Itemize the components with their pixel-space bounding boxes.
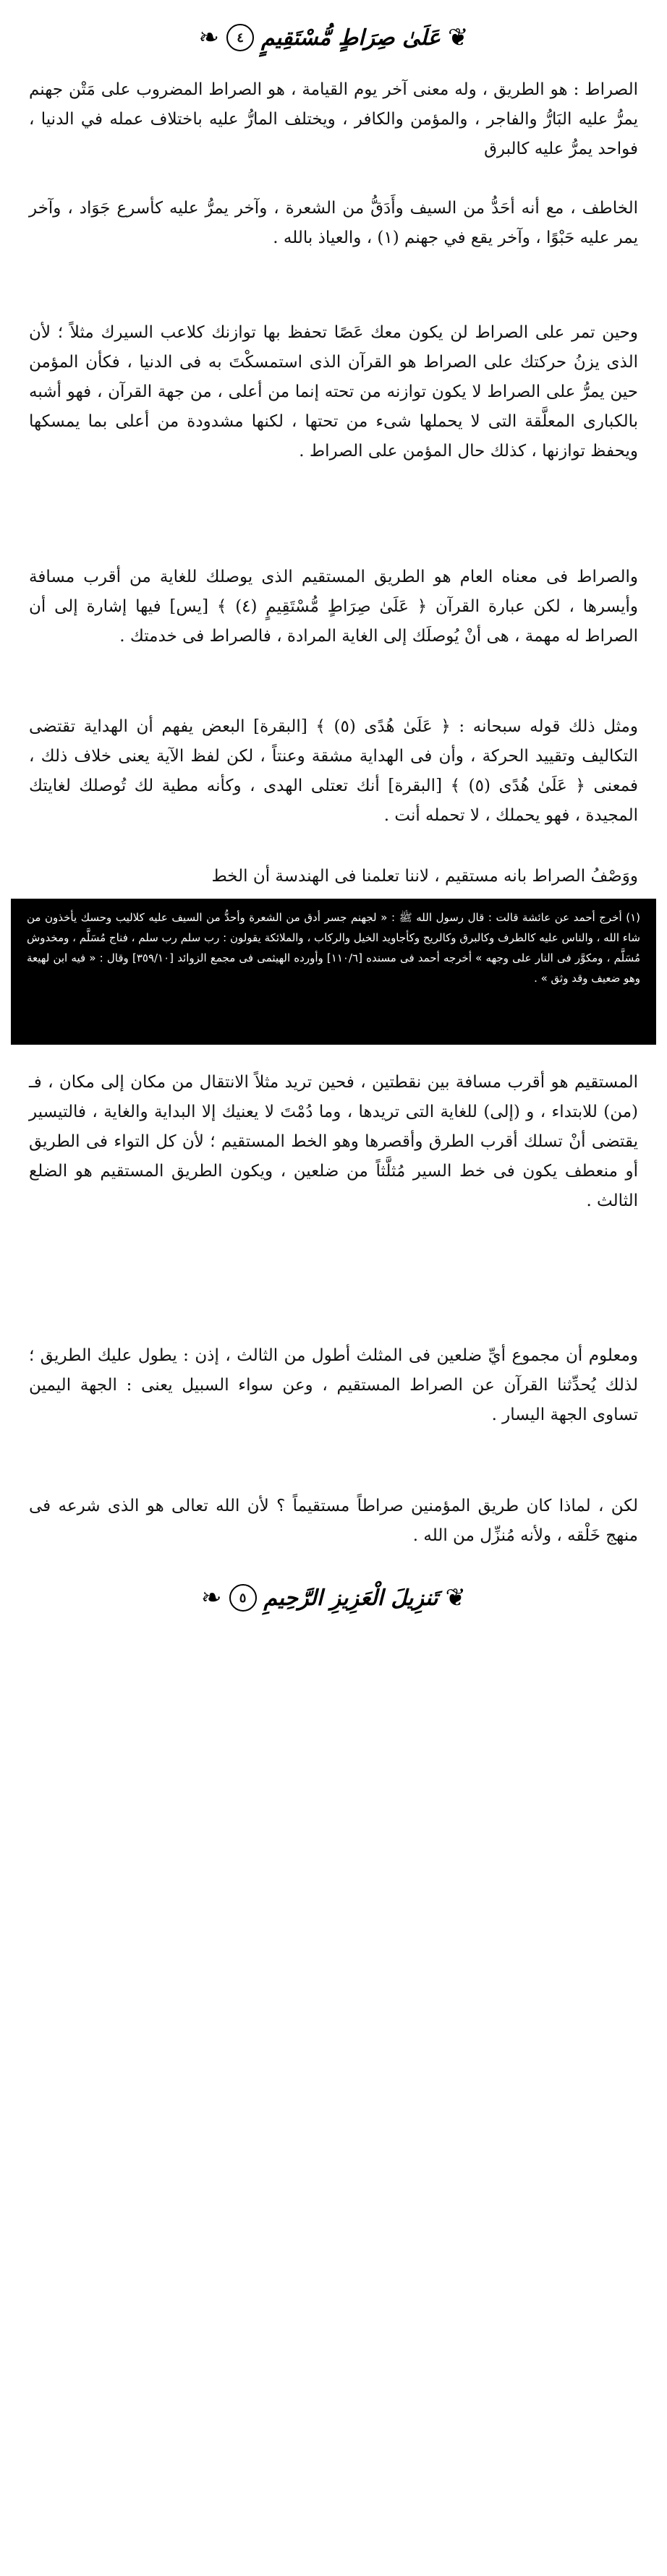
verse-header — [0, 9, 667, 67]
footnote: (١) أخرج أحمد عن عائشة قالت : قال رسول الله ﷺ : « لجهنم جسر أدق من الشعرة وأحدُّ من السيف عليه كلاليب وحسك يأخذون من شاء الله ، والناس عليه كالطرف وكالبرق وكالريح وكأجاويد الخيل والركاب ، والملائكة يقولون : رب سلم رب سلم ، فناج مُسَلَّم ، ومخدوش مُسَلَّم ، ومكوَّر فى النار على وجهه » أخرجه أحمد فى مسنده [١١٠/٦] وأورده الهيثمى فى مجمع الزوائد [٣٥٩/١٠] وقال : « فيه ابن لهيعة وهو ضعيف وقد وثق » . — [11, 899, 656, 1045]
footer-number: ٥ — [229, 1584, 257, 1612]
paragraph-3: وحين تمر على الصراط لن يكون معك عَصًا تحفظ بها توازنك كلاعب السيرك مثلاً ؛ لأن الذى يزنُ حركتك على الصراط هو القرآن الذى استمسكْتَ به فى الدنيا ، فكأن المؤمن حين يمرُّ على الصراط لا يكون توازنه من تحته إنما من أعلى ، من جهة القرآن ، فهو أشبه بالكبارى المعلَّقة التى لا يحملها شىء من تحتها ، لكنها مشدودة من أعلى بما يمسكها ويحفظ توازنها ، كذلك حال المؤمن على الصراط . — [29, 323, 638, 461]
footer-ornament — [201, 1584, 466, 1612]
verse-footer — [0, 1569, 667, 1627]
flourish-left-icon: ❧ — [198, 23, 220, 52]
paragraph-1: الصراط : هو الطريق ، وله معنى آخر يوم القيامة ، هو الصراط المضروب على مَتْن جهنم يمرُّ عليه البَارُّ والفاجر ، والمؤمن والكافر ، ويختلف المارُّ عليه باختلاف عمله في الدنيا ، فواحد يمرُّ عليه كالبرق — [29, 80, 638, 158]
paragraph-2: الخاطف ، مع أنه أحَدُّ من السيف وأَدَقُّ من الشعرة ، وآخر يمرُّ عليه كأسرع جَوَاد ، وآخر يمر عليه حَبْوًا ، وآخر يقع في جهنم (١) ، والعياذ بالله . — [29, 199, 638, 247]
verse-title: عَلَىٰ صِرَاطٍ مُّسْتَقِيمٍ — [261, 25, 441, 51]
flourish-left-icon: ❧ — [201, 1583, 222, 1612]
paragraph-4: والصراط فى معناه العام هو الطريق المستقيم الذى يوصلك للغاية من أقرب مسافة وأيسرها ، لكن عبارة القرآن ﴿ عَلَىٰ صِرَاطٍ مُّسْتَقِيمٍ (٤) ﴾ [يس] فيها إشارة إلى أن الصراط له مهمة ، هى أنْ يُوصلَك إلى الغاية المرادة ، فالصراط فى خدمتك . — [29, 568, 638, 646]
verse-number: ٤ — [226, 24, 254, 51]
paragraph-8: ومعلوم أن مجموع أيِّ ضلعين فى المثلث أطول من الثالث ، إذن : يطول عليك الطريق ؛ لذلك يُحدِّثنا القرآن عن الصراط المستقيم ، وعن سواء السبيل يعنى : الجهة اليمين تساوى الجهة اليسار . — [29, 1346, 638, 1424]
verse-ornament — [199, 24, 469, 51]
footer-title: تَنزِيلَ الْعَزِيزِ الرَّحِيمِ — [263, 1585, 438, 1611]
flourish-right-icon: ❦ — [445, 1583, 466, 1612]
paragraph-9: لكن ، لماذا كان طريق المؤمنين صراطاً مستقيماً ؟ لأن الله تعالى هو الذى شرعه فى منهج خَلْقه ، ولأنه مُنزِّل من الله . — [29, 1497, 638, 1545]
flourish-right-icon: ❦ — [447, 23, 469, 52]
paragraph-5: ومثل ذلك قوله سبحانه : ﴿ عَلَىٰ هُدًى (٥) ﴾ [البقرة] البعض يفهم أن الهداية تقتضى التكاليف وتقييد الحركة ، وأن فى الهداية مشقة وعنتاً ، لكن لفظ الآية يعنى خلاف ذلك ، فمعنى ﴿ عَلَىٰ هُدًى (٥) ﴾ [البقرة] أنك تعتلى الهدى ، وكأنه مطية لك تُوصلك لغايتك المجيدة ، فهو يحملك ، لا تحمله أنت . — [29, 717, 638, 825]
paragraph-6: ووَصْفُ الصراط بانه مستقيم ، لاننا تعلمنا فى الهندسة أن الخط — [211, 867, 638, 886]
paragraph-7: المستقيم هو أقرب مسافة بين نقطتين ، فحين تريد مثلاً الانتقال من مكان إلى مكان ، فـ (من) للابتداء ، و (إلى) للغاية التى تريدها ، وما دُمْتَ لا يعنيك إلا البداية والغاية ، فالتيسير يقتضى أنْ تسلك أقرب الطرق وأقصرها وهو الخط المستقيم ؛ لأن كل التواء فى الطريق أو منعطف يكون فى خط السير مُثلَّثاً من ضلعين ، ويكون الطريق المستقيم هو الضلع الثالث . — [29, 1073, 638, 1210]
